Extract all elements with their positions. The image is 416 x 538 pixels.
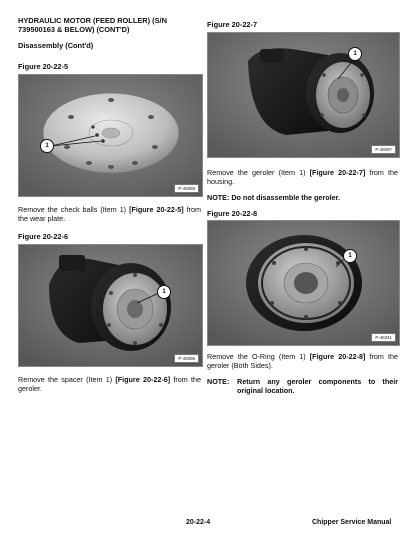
photo-number: P-46097 [371,145,396,154]
figure-label-20-22-7: Figure 20-22-7 [207,20,258,29]
section-title: Disassembly (Cont'd) [18,41,94,50]
callout-1-badge: 1 [40,139,54,153]
instruction-check-balls: Remove the check balls (Item 1) [Figure 20-22-5] from the wear plate. [18,205,202,224]
figure-20-22-5-photo [18,74,203,197]
callout-1-badge: 1 [157,285,171,299]
photo-number: P-46096 [174,354,199,363]
page-heading: HYDRAULIC MOTOR (FEED ROLLER) (S/N 739500163 & BELOW) (CONT'D) [18,16,167,34]
callout-1-badge: 1 [343,249,357,263]
callout-1-badge: 1 [348,47,362,61]
geroler-housing-illustration [208,33,399,157]
figure-20-22-7-photo [207,32,400,158]
wear-plate-illustration [19,75,202,196]
figure-label-20-22-8: Figure 20-22-8 [207,209,258,218]
instruction-oring: Remove the O-Ring (Item 1) [Figure 20-22-8] from the geroler (Both Sides). [207,352,398,371]
motor-spacer-illustration [19,245,202,366]
geroler-oring-illustration [208,221,399,345]
instruction-geroler: Remove the geroler (Item 1) [Figure 20-22-7] from the housing. [207,168,398,187]
figure-label-20-22-6: Figure 20-22-6 [18,232,69,241]
photo-number: P-46341 [371,333,396,342]
manual-title: Chipper Service Manual [312,519,392,526]
instruction-spacer: Remove the spacer (Item 1) [Figure 20-22-6] from the geroler. [18,375,201,394]
note-return-components: NOTE: Return any geroler components to their original location. [207,377,398,396]
photo-number: P-46059 [174,184,199,193]
figure-label-20-22-5: Figure 20-22-5 [18,62,69,71]
note-do-not-disassemble: NOTE: Do not disassemble the geroler. [207,193,340,202]
figure-20-22-6-photo [18,244,203,367]
figure-20-22-8-photo [207,220,400,346]
page-number: 20-22-4 [186,519,211,526]
